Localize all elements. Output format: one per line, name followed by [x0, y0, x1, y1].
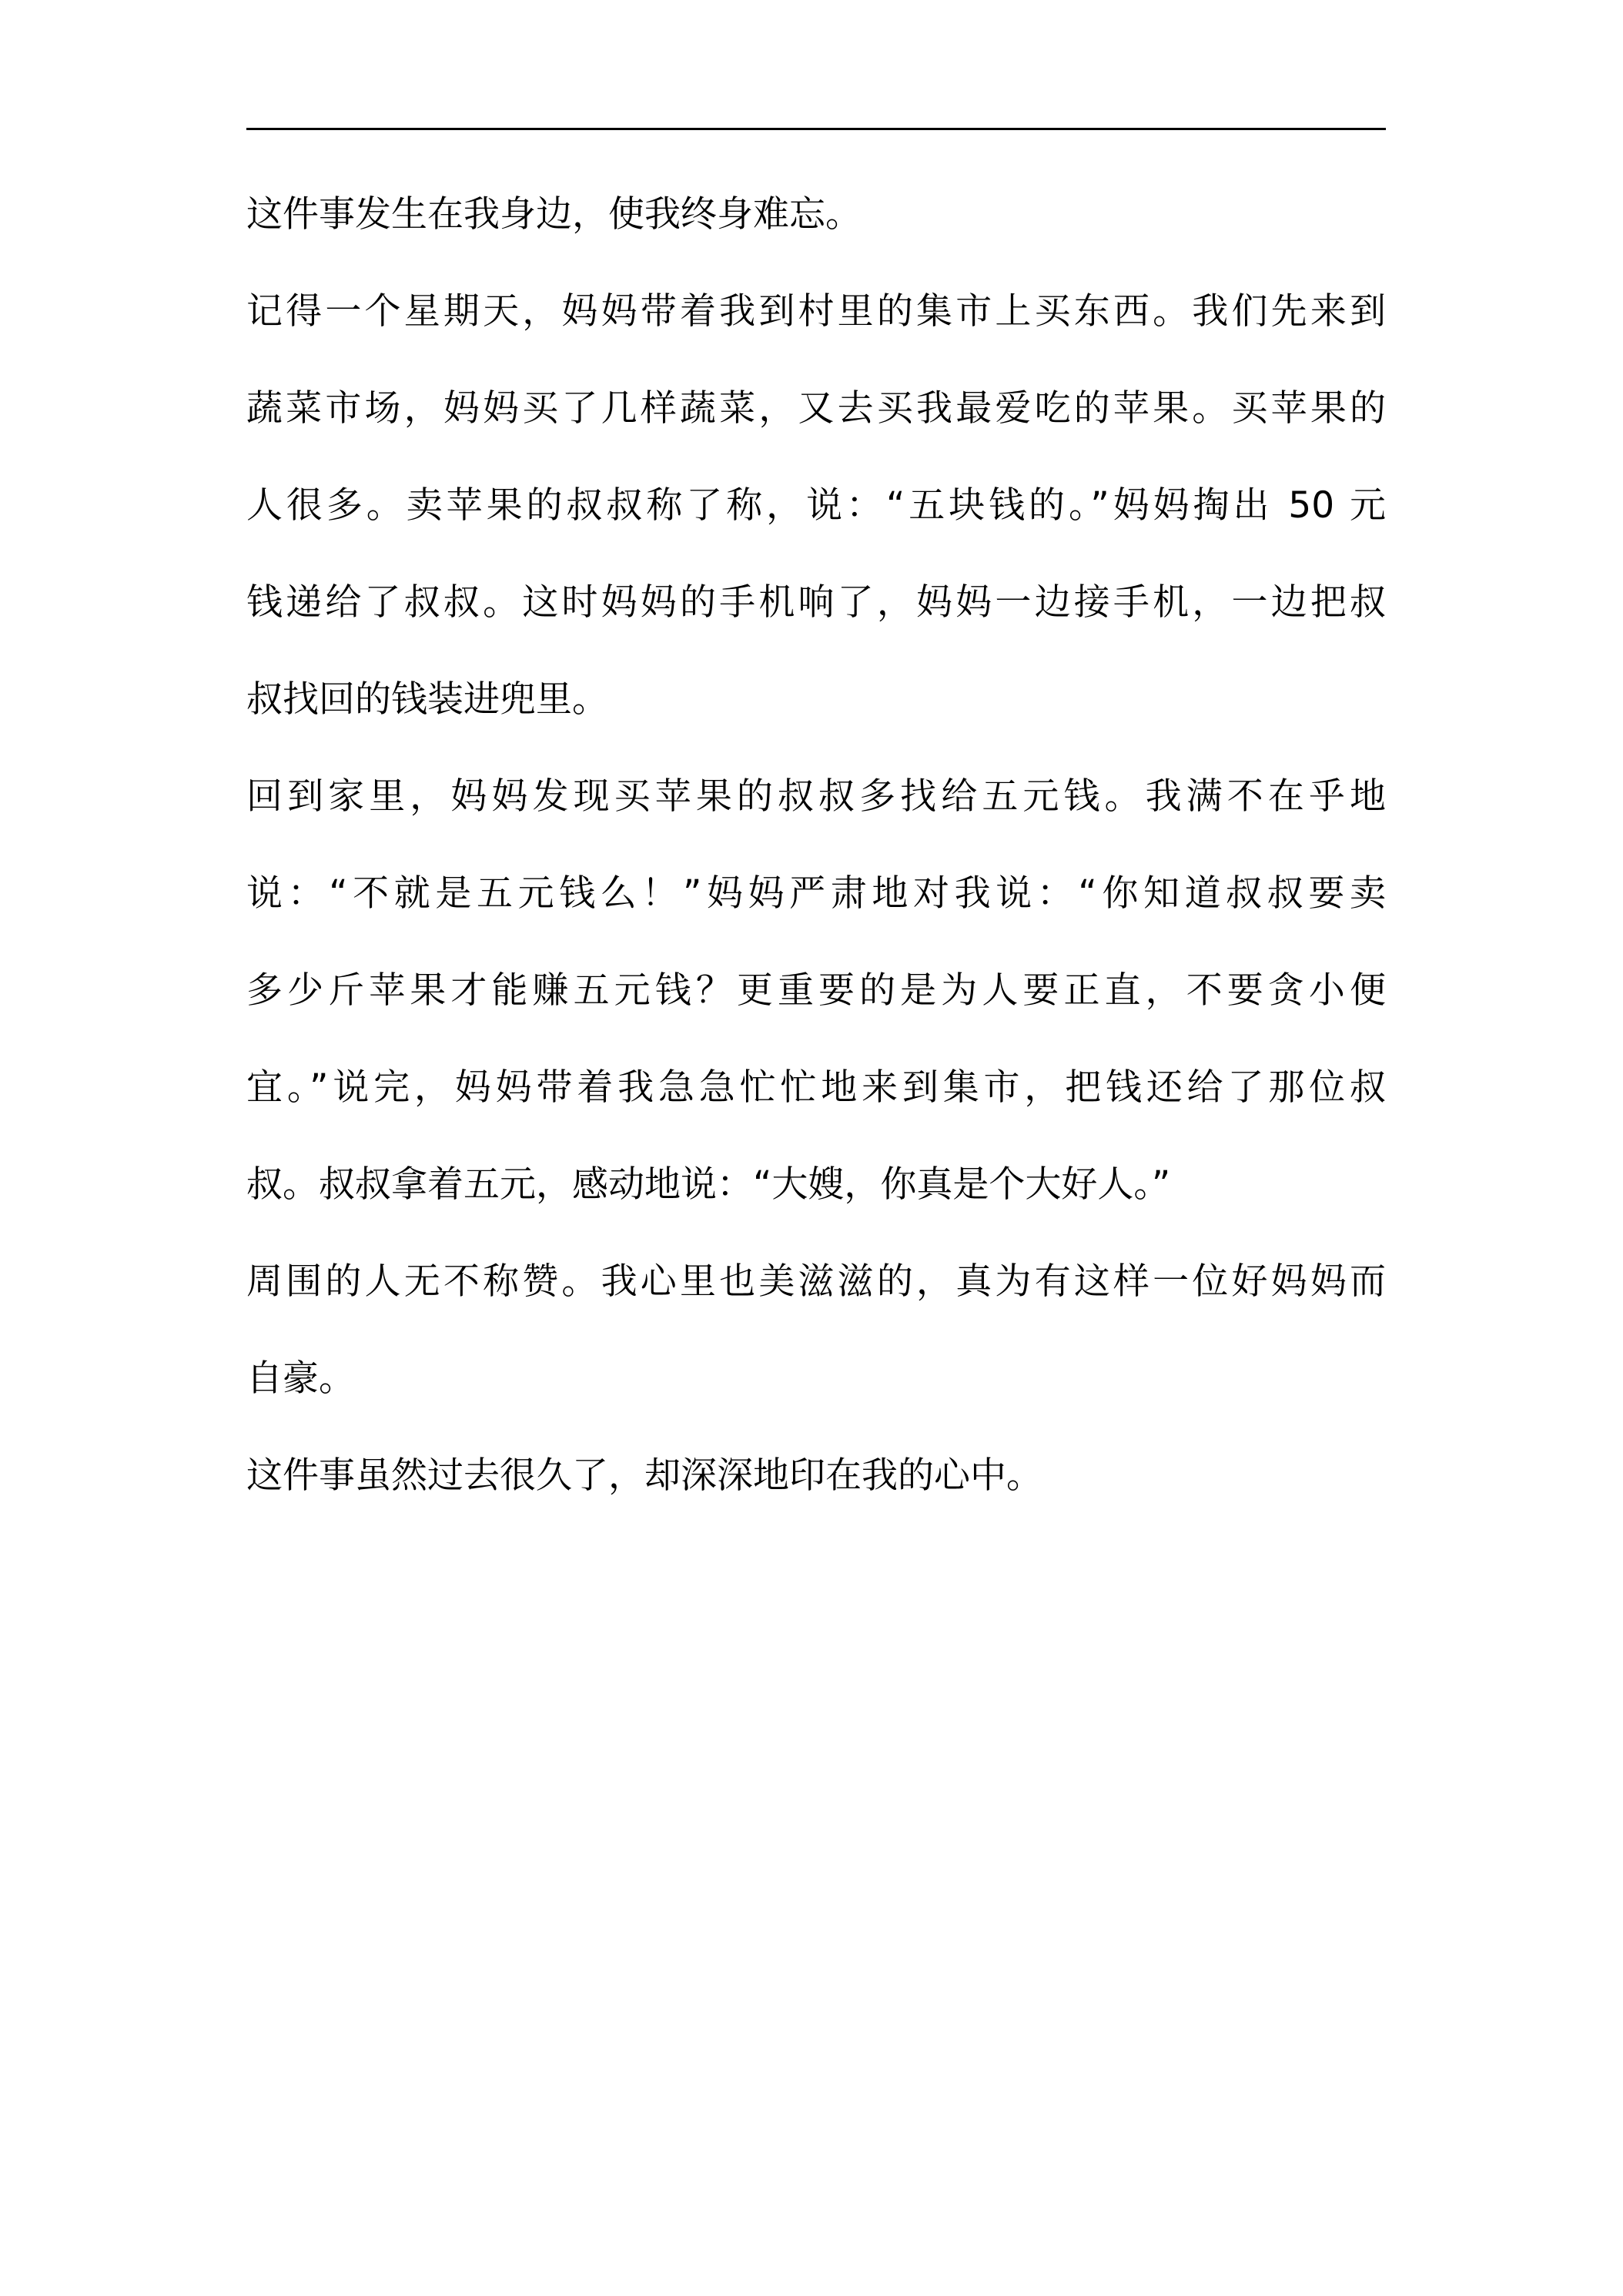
paragraph-line: 回到家里，妈妈发现买苹果的叔叔多找给五元钱。我满不在乎地: [246, 775, 1386, 818]
paragraph-line: 蔬菜市场，妈妈买了几样蔬菜，又去买我最爱吃的苹果。买苹果的: [246, 387, 1386, 430]
paragraph-line: 钱递给了叔叔。这时妈妈的手机响了，妈妈一边接手机，一边把叔: [246, 581, 1386, 624]
paragraph-line: 这件事发生在我身边，使我终身难忘。: [246, 193, 862, 236]
paragraph-line: 宜。”说完，妈妈带着我急急忙忙地来到集市，把钱还给了那位叔: [246, 1066, 1386, 1109]
paragraph-5: [246, 1452, 1386, 1500]
paragraph-1: [246, 191, 1386, 239]
paragraph-line: 叔。叔叔拿着五元，感动地说：“大嫂，你真是个大好人。”: [246, 1163, 1171, 1206]
paragraph-line: 自豪。: [246, 1357, 355, 1400]
header-rule: [246, 128, 1386, 130]
paragraph-line: 说：“不就是五元钱么！”妈妈严肃地对我说：“你知道叔叔要卖: [246, 872, 1386, 915]
paragraph-line: 人很多。卖苹果的叔叔称了称，说：“五块钱的。”妈妈掏出 50 元: [246, 484, 1386, 527]
paragraph-line: 多少斤苹果才能赚五元钱？更重要的是为人要正直，不要贪小便: [246, 969, 1386, 1012]
paragraph-line: 这件事虽然过去很久了，却深深地印在我的心中。: [246, 1454, 1042, 1497]
paragraph-line: 周围的人无不称赞。我心里也美滋滋的，真为有这样一位好妈妈而: [246, 1260, 1386, 1303]
paragraph-4: [246, 1258, 1386, 1403]
paragraph-3: [246, 773, 1386, 1209]
paragraph-2: [246, 288, 1386, 724]
document-body: [246, 191, 1386, 1549]
paragraph-line: 记得一个星期天，妈妈带着我到村里的集市上买东西。我们先来到: [246, 290, 1386, 333]
paragraph-line: 叔找回的钱装进兜里。: [246, 678, 608, 721]
